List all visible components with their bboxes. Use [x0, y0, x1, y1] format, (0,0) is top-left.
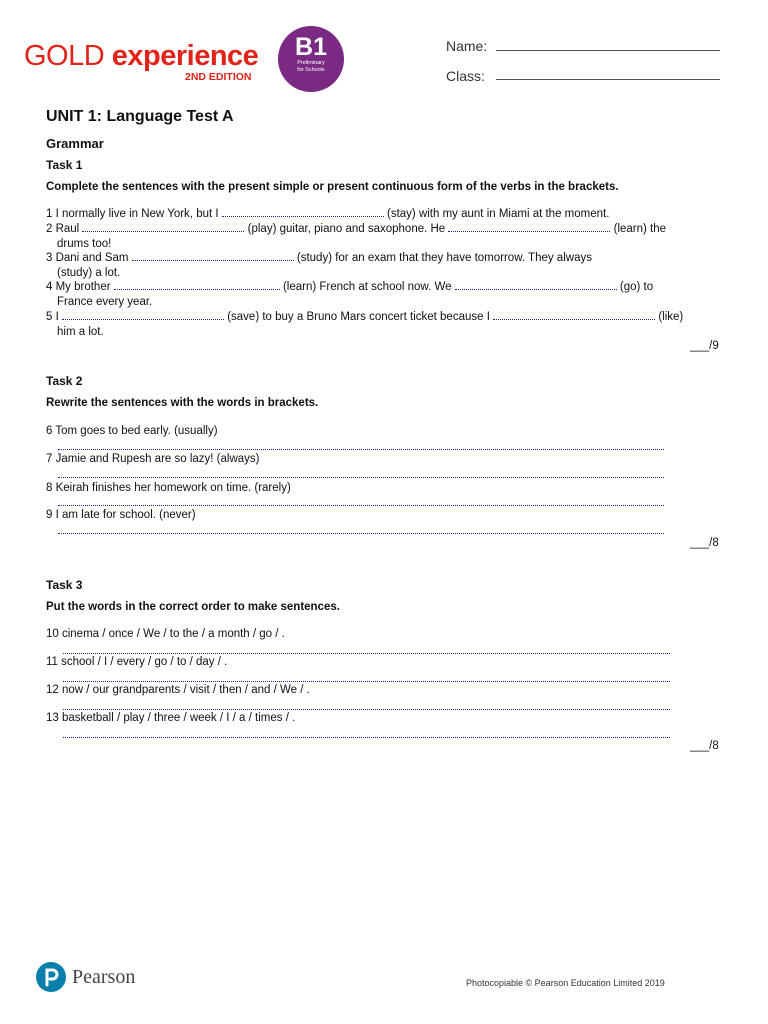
class-field[interactable]	[496, 79, 720, 80]
task1-q3: 3 Dani and Sam (study) for an exam that they have tomorrow. They always	[46, 252, 592, 264]
task3-score: ___/8	[690, 740, 719, 752]
badge-level: B1	[295, 33, 327, 61]
task1-heading: Task 1	[46, 158, 83, 172]
q1-blank[interactable]	[222, 207, 384, 217]
logo-gold-experience: GOLD experience	[24, 40, 259, 72]
badge-line2: for Schools	[297, 67, 325, 73]
copyright: Photocopiable © Pearson Education Limited 2019	[466, 978, 665, 988]
class-label: Class:	[446, 68, 485, 84]
task2-item-7: 7 Jamie and Rupesh are so lazy! (always)	[46, 453, 260, 465]
answer-line-8[interactable]	[58, 505, 664, 506]
task1-q3-cont: (study) a lot.	[57, 267, 121, 279]
task3-instruction: Put the words in the correct order to make sentences.	[46, 601, 340, 613]
name-label: Name:	[446, 38, 488, 54]
badge-line1: Preliminary	[297, 60, 325, 66]
page-title: UNIT 1: Language Test A	[46, 108, 234, 125]
answer-line-13[interactable]	[63, 737, 670, 738]
task3-item-13: 13 basketball / play / three / week / I / a / times / .	[46, 712, 296, 724]
task1-q5: 5 I (save) to buy a Bruno Mars concert ticket because I (like)	[46, 311, 684, 323]
pearson-logo	[36, 962, 135, 992]
answer-line-6[interactable]	[58, 449, 664, 450]
q3-blank[interactable]	[132, 251, 294, 261]
task3-heading: Task 3	[46, 578, 83, 592]
task3-item-10: 10 cinema / once / We / to the / a month / go / .	[46, 628, 285, 640]
answer-line-12[interactable]	[63, 709, 670, 710]
task1-q1: 1 I normally live in New York, but I (stay) with my aunt in Miami at the moment.	[46, 208, 610, 220]
task1-q2-cont: drums too!	[57, 238, 112, 250]
task3-item-12: 12 now / our grandparents / visit / then / and / We / .	[46, 684, 310, 696]
answer-line-7[interactable]	[58, 477, 664, 478]
task2-instruction: Rewrite the sentences with the words in brackets.	[46, 397, 319, 409]
q4-blank-1[interactable]	[114, 280, 280, 290]
answer-line-11[interactable]	[63, 681, 670, 682]
q5-blank-2[interactable]	[493, 310, 655, 320]
task1-instruction: Complete the sentences with the present simple or present continuous form of the verbs in the brackets.	[46, 181, 619, 193]
name-field[interactable]	[496, 50, 720, 51]
answer-line-9[interactable]	[58, 533, 664, 534]
q2-blank-1[interactable]	[82, 222, 244, 232]
level-badge	[278, 26, 344, 92]
task1-q5-cont: him a lot.	[57, 326, 104, 338]
pearson-wordmark: Pearson	[72, 965, 136, 988]
task1-q2: 2 Raul (play) guitar, piano and saxophone. He (learn) the	[46, 223, 667, 235]
q5-blank-1[interactable]	[62, 310, 224, 320]
section-heading: Grammar	[46, 136, 104, 151]
q4-blank-2[interactable]	[455, 280, 617, 290]
task1-q4-cont: France every year.	[57, 296, 153, 308]
task2-score: ___/8	[690, 537, 719, 549]
task3-item-11: 11 school / I / every / go / to / day / .	[46, 656, 228, 668]
task1-q4: 4 My brother (learn) French at school now. We (go) to	[46, 281, 654, 293]
task2-item-6: 6 Tom goes to bed early. (usually)	[46, 425, 218, 437]
task1-score: ___/9	[690, 340, 719, 352]
logo-edition: 2ND EDITION	[185, 71, 252, 83]
task2-item-9: 9 I am late for school. (never)	[46, 509, 196, 521]
task2-item-8: 8 Keirah finishes her homework on time. (rarely)	[46, 482, 291, 494]
answer-line-10[interactable]	[63, 653, 670, 654]
q2-blank-2[interactable]	[448, 222, 610, 232]
task2-heading: Task 2	[46, 374, 83, 388]
pearson-p-icon	[36, 962, 66, 992]
